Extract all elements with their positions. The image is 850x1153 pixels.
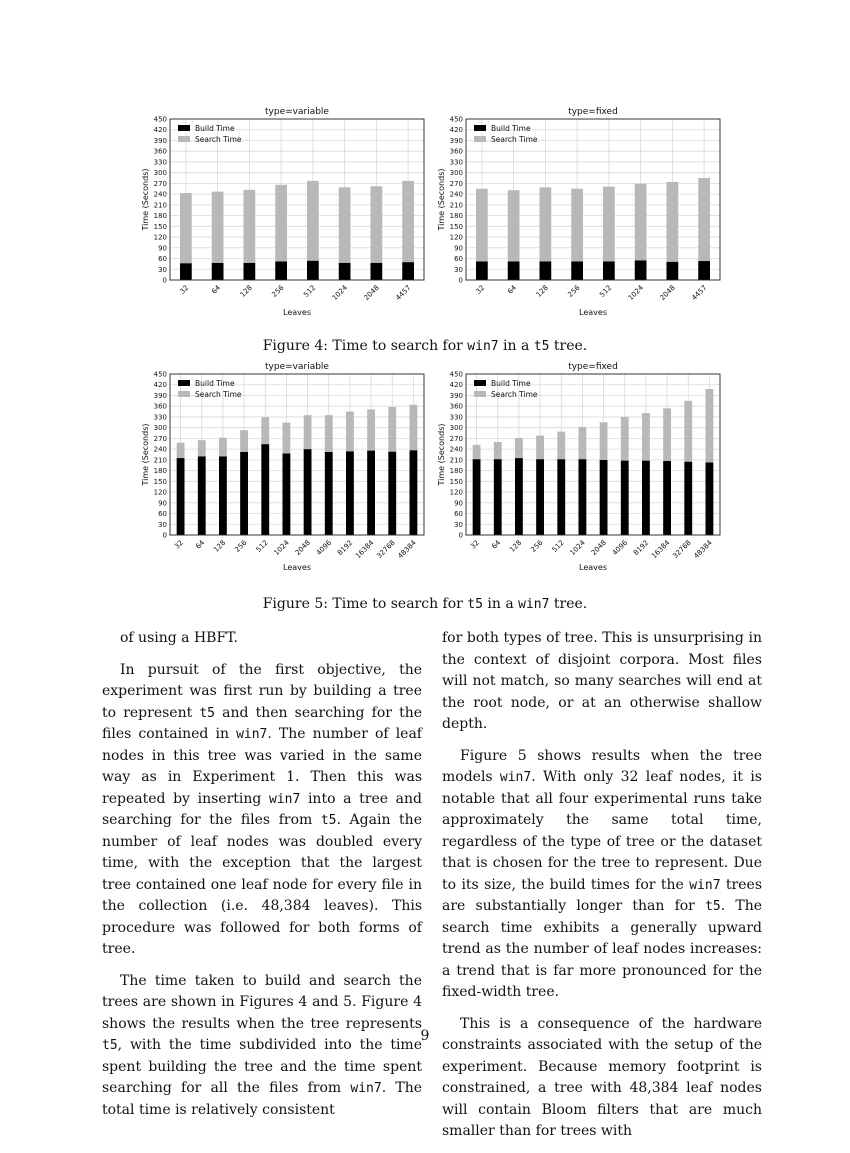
bar-build-time bbox=[198, 456, 206, 535]
bar-build-time bbox=[410, 450, 418, 535]
y-tick-label: 420 bbox=[153, 126, 167, 135]
bar-build-time bbox=[667, 262, 679, 280]
bar-search-time bbox=[410, 405, 418, 450]
inline-code: t5 bbox=[199, 705, 216, 721]
y-tick-label: 330 bbox=[449, 413, 463, 422]
y-tick-label: 240 bbox=[153, 445, 167, 454]
y-tick-label: 210 bbox=[449, 201, 463, 210]
bar-search-time bbox=[684, 401, 692, 462]
bar-search-time bbox=[476, 189, 488, 262]
y-tick-label: 300 bbox=[449, 424, 463, 433]
y-tick-label: 360 bbox=[449, 402, 463, 411]
y-tick-label: 30 bbox=[158, 520, 167, 529]
y-tick-label: 390 bbox=[449, 391, 463, 400]
y-tick-label: 120 bbox=[449, 233, 463, 242]
legend-swatch-build bbox=[178, 380, 190, 386]
y-axis-label: Time (Seconds) bbox=[141, 423, 150, 486]
y-tick-label: 60 bbox=[158, 255, 167, 264]
legend-label: Build Time bbox=[195, 124, 235, 133]
bar-search-time bbox=[402, 181, 414, 262]
x-tick-label: 4457 bbox=[394, 283, 413, 303]
y-tick-label: 390 bbox=[153, 391, 167, 400]
legend-label: Search Time bbox=[491, 390, 538, 399]
bar-build-time bbox=[212, 263, 224, 280]
y-tick-label: 450 bbox=[153, 370, 167, 379]
chart-title: type=variable bbox=[265, 362, 329, 372]
bar-build-time bbox=[621, 461, 629, 535]
y-tick-label: 300 bbox=[153, 169, 167, 178]
bar-build-time bbox=[219, 456, 227, 535]
y-tick-label: 180 bbox=[449, 467, 463, 476]
bar-build-time bbox=[579, 459, 587, 535]
y-tick-label: 450 bbox=[449, 115, 463, 124]
y-tick-label: 30 bbox=[454, 520, 463, 529]
bar-build-time bbox=[706, 462, 714, 535]
figure5-chart-variable bbox=[140, 355, 430, 575]
figure4-fixed-svg bbox=[436, 100, 726, 320]
bar-build-time bbox=[367, 451, 375, 535]
legend-swatch-build bbox=[474, 380, 486, 386]
x-tick-label: 64 bbox=[194, 538, 207, 551]
bar-search-time bbox=[600, 422, 608, 460]
legend-swatch-search bbox=[178, 136, 190, 142]
paragraph bbox=[442, 628, 762, 736]
y-tick-label: 210 bbox=[449, 456, 463, 465]
bar-build-time bbox=[307, 261, 319, 280]
y-tick-label: 390 bbox=[449, 136, 463, 145]
y-tick-label: 90 bbox=[454, 244, 463, 253]
bar-build-time bbox=[388, 452, 396, 535]
text-run: into a tree and searching for the files from bbox=[102, 790, 422, 828]
bar-build-time bbox=[698, 261, 710, 280]
y-tick-label: 330 bbox=[449, 158, 463, 167]
bar-search-time bbox=[473, 445, 481, 459]
x-tick-label: 256 bbox=[529, 538, 545, 554]
y-tick-label: 450 bbox=[153, 115, 167, 124]
bar-search-time bbox=[240, 430, 248, 452]
y-tick-label: 240 bbox=[449, 445, 463, 454]
bar-build-time bbox=[240, 452, 248, 535]
text-run: . The search time exhibits a generally upward trend as the number of leaf nodes increases: a trend that is far more pronounced for the fixed-width tree. bbox=[442, 898, 762, 1000]
y-tick-label: 270 bbox=[153, 179, 167, 188]
text-run: . Again the number of leaf nodes was doubled every time, with the exception that the largest tree contained one leaf node for every file in the collection (i.e. 48,384 leaves). This procedure was followed for both forms of tree. bbox=[102, 812, 422, 957]
y-tick-label: 180 bbox=[449, 212, 463, 221]
paragraph bbox=[102, 660, 422, 961]
y-tick-label: 300 bbox=[153, 424, 167, 433]
bar-build-time bbox=[642, 461, 650, 535]
y-tick-label: 60 bbox=[158, 510, 167, 519]
y-tick-label: 240 bbox=[153, 190, 167, 199]
inline-code: win7 bbox=[236, 727, 268, 742]
inline-code: t5 bbox=[705, 899, 721, 914]
legend-label: Search Time bbox=[491, 135, 538, 144]
x-axis-label: Leaves bbox=[283, 308, 311, 317]
legend-label: Search Time bbox=[195, 390, 242, 399]
bar-search-time bbox=[571, 189, 583, 262]
y-tick-label: 390 bbox=[153, 136, 167, 145]
x-tick-label: 64 bbox=[210, 283, 223, 296]
bar-build-time bbox=[325, 452, 333, 535]
figure5-caption-text: tree. bbox=[549, 596, 588, 612]
y-tick-label: 270 bbox=[153, 434, 167, 443]
x-tick-label: 4457 bbox=[690, 283, 709, 303]
legend-swatch-build bbox=[474, 125, 486, 131]
y-tick-label: 0 bbox=[162, 531, 167, 540]
x-tick-label: 2048 bbox=[293, 538, 312, 558]
y-tick-label: 150 bbox=[449, 477, 463, 486]
bar-search-time bbox=[557, 432, 565, 460]
x-tick-label: 8192 bbox=[336, 538, 355, 558]
figure5-chart-fixed bbox=[436, 355, 726, 575]
bar-search-time bbox=[219, 438, 227, 457]
bar-search-time bbox=[307, 181, 319, 261]
inline-code: t5 bbox=[320, 813, 337, 828]
y-tick-label: 120 bbox=[153, 488, 167, 497]
inline-code: win7 bbox=[350, 1081, 382, 1096]
paragraph bbox=[102, 971, 422, 1122]
y-tick-label: 360 bbox=[153, 147, 167, 156]
x-tick-label: 128 bbox=[534, 283, 550, 299]
y-tick-label: 300 bbox=[449, 169, 463, 178]
bar-build-time bbox=[346, 451, 354, 535]
x-tick-label: 2048 bbox=[362, 283, 381, 303]
bar-search-time bbox=[212, 192, 224, 263]
y-tick-label: 330 bbox=[153, 158, 167, 167]
text-run: . With only 32 leaf nodes, it is notable that all four experimental runs take approximately the same total time, regardless of the type of tree or the dataset that is chosen for the tree to represent. Due to its size, the build times for the bbox=[442, 769, 762, 893]
bar-build-time bbox=[603, 261, 615, 280]
y-tick-label: 180 bbox=[153, 467, 167, 476]
bar-search-time bbox=[339, 187, 351, 262]
figure4-caption-code: win7 bbox=[467, 339, 499, 354]
x-tick-label: 1024 bbox=[626, 283, 646, 303]
x-axis-label: Leaves bbox=[579, 563, 607, 572]
text-run: trees are substantially longer than for bbox=[442, 876, 763, 914]
x-tick-label: 32 bbox=[173, 538, 185, 551]
text-run: , with the time subdivided into the time spent building the tree and the time spent searching for all the files from bbox=[102, 1037, 422, 1096]
x-tick-label: 32768 bbox=[671, 538, 693, 561]
bar-search-time bbox=[177, 443, 185, 458]
x-tick-label: 512 bbox=[254, 538, 270, 554]
bar-build-time bbox=[261, 444, 269, 535]
bar-search-time bbox=[698, 178, 710, 261]
figure5-caption-code: t5 bbox=[467, 597, 483, 612]
y-tick-label: 150 bbox=[153, 477, 167, 486]
bar-build-time bbox=[508, 261, 520, 280]
bar-build-time bbox=[540, 261, 552, 280]
x-tick-label: 128 bbox=[238, 283, 254, 299]
figure5-caption bbox=[0, 595, 850, 614]
bar-search-time bbox=[515, 438, 523, 458]
legend-label: Search Time bbox=[195, 135, 242, 144]
bar-search-time bbox=[346, 412, 354, 452]
figure4-caption-text: tree. bbox=[549, 338, 588, 354]
bar-search-time bbox=[621, 417, 629, 461]
y-tick-label: 0 bbox=[458, 531, 463, 540]
y-tick-label: 120 bbox=[449, 488, 463, 497]
x-tick-label: 48384 bbox=[692, 538, 714, 561]
bar-build-time bbox=[371, 263, 383, 280]
bar-build-time bbox=[536, 459, 544, 535]
figure4-caption-text: Figure 4: Time to search for bbox=[262, 338, 468, 354]
y-tick-label: 420 bbox=[449, 381, 463, 390]
bar-search-time bbox=[667, 182, 679, 262]
y-tick-label: 240 bbox=[449, 190, 463, 199]
legend-swatch-build bbox=[178, 125, 190, 131]
x-tick-label: 128 bbox=[508, 538, 524, 554]
y-tick-label: 60 bbox=[454, 510, 463, 519]
x-axis-label: Leaves bbox=[283, 563, 311, 572]
bar-search-time bbox=[371, 186, 383, 263]
bar-build-time bbox=[339, 263, 351, 280]
bar-search-time bbox=[706, 389, 714, 462]
bar-search-time bbox=[388, 407, 396, 452]
bar-search-time bbox=[508, 190, 520, 261]
x-tick-label: 64 bbox=[506, 283, 519, 296]
chart-title: type=variable bbox=[265, 107, 329, 117]
y-tick-label: 450 bbox=[449, 370, 463, 379]
y-tick-label: 210 bbox=[153, 456, 167, 465]
x-tick-label: 2048 bbox=[589, 538, 608, 558]
legend-label: Build Time bbox=[195, 379, 235, 388]
legend-swatch-search bbox=[474, 136, 486, 142]
y-tick-label: 360 bbox=[153, 402, 167, 411]
y-tick-label: 90 bbox=[454, 499, 463, 508]
figure5-caption-code: win7 bbox=[518, 597, 550, 612]
bar-search-time bbox=[663, 408, 671, 461]
bar-search-time bbox=[325, 415, 333, 452]
x-tick-label: 256 bbox=[566, 283, 582, 299]
text-run: In pursuit of the first objective, the experiment was first run by building a tree to represent bbox=[102, 661, 422, 721]
figure4-chart-variable bbox=[140, 100, 430, 320]
x-tick-label: 1024 bbox=[330, 283, 350, 303]
x-tick-label: 1024 bbox=[272, 538, 291, 558]
figure5-caption-text: in a bbox=[482, 596, 519, 612]
bar-build-time bbox=[476, 261, 488, 280]
y-tick-label: 270 bbox=[449, 434, 463, 443]
bar-build-time bbox=[244, 263, 256, 280]
x-tick-label: 4096 bbox=[610, 538, 630, 558]
chart-title: type=fixed bbox=[568, 362, 618, 372]
y-tick-label: 270 bbox=[449, 179, 463, 188]
x-tick-label: 32 bbox=[469, 538, 481, 551]
y-axis-label: Time (Seconds) bbox=[141, 168, 150, 231]
bar-build-time bbox=[180, 263, 192, 280]
text-run: This is a consequence of the hardware constraints associated with the setup of the experiment. Because memory footprint is constrained, a tree with 48,384 leaf nodes will contain Bloom filters that are much smaller than for trees with bbox=[442, 1015, 762, 1139]
bar-build-time bbox=[635, 260, 647, 280]
x-tick-label: 32 bbox=[178, 283, 191, 296]
y-tick-label: 0 bbox=[162, 276, 167, 285]
chart-title: type=fixed bbox=[568, 107, 618, 117]
legend-label: Build Time bbox=[491, 379, 531, 388]
figure4-caption-code: t5 bbox=[533, 339, 550, 354]
bar-build-time bbox=[515, 458, 523, 535]
x-tick-label: 256 bbox=[233, 538, 249, 554]
bar-search-time bbox=[180, 193, 192, 263]
bar-build-time bbox=[494, 459, 502, 535]
y-tick-label: 90 bbox=[158, 244, 167, 253]
figure4-variable-svg bbox=[140, 100, 430, 320]
paragraph bbox=[442, 746, 762, 1004]
bar-build-time bbox=[557, 459, 565, 535]
text-run: . The total time is relatively consistent bbox=[102, 1080, 423, 1118]
x-tick-label: 512 bbox=[550, 538, 566, 554]
y-tick-label: 420 bbox=[449, 126, 463, 135]
y-tick-label: 180 bbox=[153, 212, 167, 221]
x-tick-label: 8192 bbox=[632, 538, 651, 558]
text-run: and then searching for the files contained in bbox=[102, 704, 423, 742]
x-tick-label: 64 bbox=[490, 538, 503, 551]
bar-search-time bbox=[261, 417, 269, 444]
bar-search-time bbox=[540, 187, 552, 261]
figure5-caption-text: Figure 5: Time to search for bbox=[262, 596, 468, 612]
bar-build-time bbox=[275, 261, 287, 280]
x-tick-label: 16384 bbox=[354, 538, 376, 561]
x-tick-label: 16384 bbox=[650, 538, 672, 561]
y-tick-label: 420 bbox=[153, 381, 167, 390]
bar-search-time bbox=[536, 436, 544, 460]
bar-search-time bbox=[304, 415, 312, 449]
bar-search-time bbox=[275, 185, 287, 262]
x-tick-label: 4096 bbox=[314, 538, 334, 558]
x-tick-label: 1024 bbox=[568, 538, 587, 558]
x-tick-label: 48384 bbox=[396, 538, 418, 561]
paragraph: of using a HBFT. bbox=[120, 630, 238, 646]
figure4-caption-text: in a bbox=[498, 338, 534, 354]
bar-search-time bbox=[642, 413, 650, 461]
y-tick-label: 90 bbox=[158, 499, 167, 508]
x-tick-label: 256 bbox=[270, 283, 286, 299]
figure4-caption bbox=[0, 337, 850, 356]
inline-code: t5 bbox=[102, 1038, 118, 1053]
legend-swatch-search bbox=[474, 391, 486, 397]
y-tick-label: 150 bbox=[153, 222, 167, 231]
x-tick-label: 512 bbox=[302, 283, 318, 299]
bar-build-time bbox=[177, 458, 185, 535]
bar-search-time bbox=[494, 442, 502, 459]
inline-code: win7 bbox=[269, 791, 301, 807]
y-axis-label: Time (Seconds) bbox=[437, 168, 446, 231]
x-tick-label: 2048 bbox=[658, 283, 677, 303]
bar-search-time bbox=[244, 190, 256, 263]
bar-build-time bbox=[571, 261, 583, 280]
inline-code: win7 bbox=[689, 877, 721, 893]
bar-build-time bbox=[684, 462, 692, 535]
text-run: for both types of tree. This is unsurprising in the context of disjoint corpora. Most files will not match, so many searches will end at the root node, or at an otherwise shallow depth. bbox=[442, 630, 762, 732]
bar-build-time bbox=[663, 461, 671, 535]
bar-build-time bbox=[402, 262, 414, 280]
figure5-variable-svg bbox=[140, 355, 430, 575]
y-tick-label: 0 bbox=[458, 276, 463, 285]
bar-search-time bbox=[283, 423, 291, 454]
right-column bbox=[442, 628, 762, 1153]
legend-label: Build Time bbox=[491, 124, 531, 133]
bar-search-time bbox=[579, 427, 587, 459]
x-axis-label: Leaves bbox=[579, 308, 607, 317]
bar-build-time bbox=[304, 449, 312, 535]
x-tick-label: 128 bbox=[212, 538, 228, 554]
y-tick-label: 30 bbox=[158, 265, 167, 274]
y-tick-label: 30 bbox=[454, 265, 463, 274]
y-axis-label: Time (Seconds) bbox=[437, 423, 446, 486]
figure5-fixed-svg bbox=[436, 355, 726, 575]
x-tick-label: 512 bbox=[598, 283, 614, 299]
bar-build-time bbox=[283, 453, 291, 535]
y-tick-label: 330 bbox=[153, 413, 167, 422]
x-tick-label: 32 bbox=[474, 283, 487, 296]
y-tick-label: 360 bbox=[449, 147, 463, 156]
bar-search-time bbox=[635, 184, 647, 261]
text-run: The time taken to build and search the trees are shown in Figures 4 and 5. Figure 4 shows the results when the tree represents bbox=[102, 972, 422, 1032]
inline-code: win7 bbox=[499, 770, 532, 785]
bar-build-time bbox=[600, 460, 608, 535]
page-number: 9 bbox=[420, 1028, 430, 1044]
bar-search-time bbox=[198, 440, 206, 456]
bar-search-time bbox=[367, 409, 375, 450]
y-tick-label: 150 bbox=[449, 222, 463, 231]
y-tick-label: 120 bbox=[153, 233, 167, 242]
figure4-chart-fixed bbox=[436, 100, 726, 320]
left-column bbox=[102, 628, 422, 1131]
legend-swatch-search bbox=[178, 391, 190, 397]
text-run: Figure 5 shows results when the tree models bbox=[442, 747, 762, 785]
text-run: . The number of leaf nodes in this tree was varied in the same way as in Experiment 1. Then this was repeated by inserting bbox=[102, 726, 422, 807]
bar-search-time bbox=[603, 187, 615, 262]
y-tick-label: 210 bbox=[153, 201, 167, 210]
bar-build-time bbox=[473, 459, 481, 535]
x-tick-label: 32768 bbox=[375, 538, 397, 561]
y-tick-label: 60 bbox=[454, 255, 463, 264]
